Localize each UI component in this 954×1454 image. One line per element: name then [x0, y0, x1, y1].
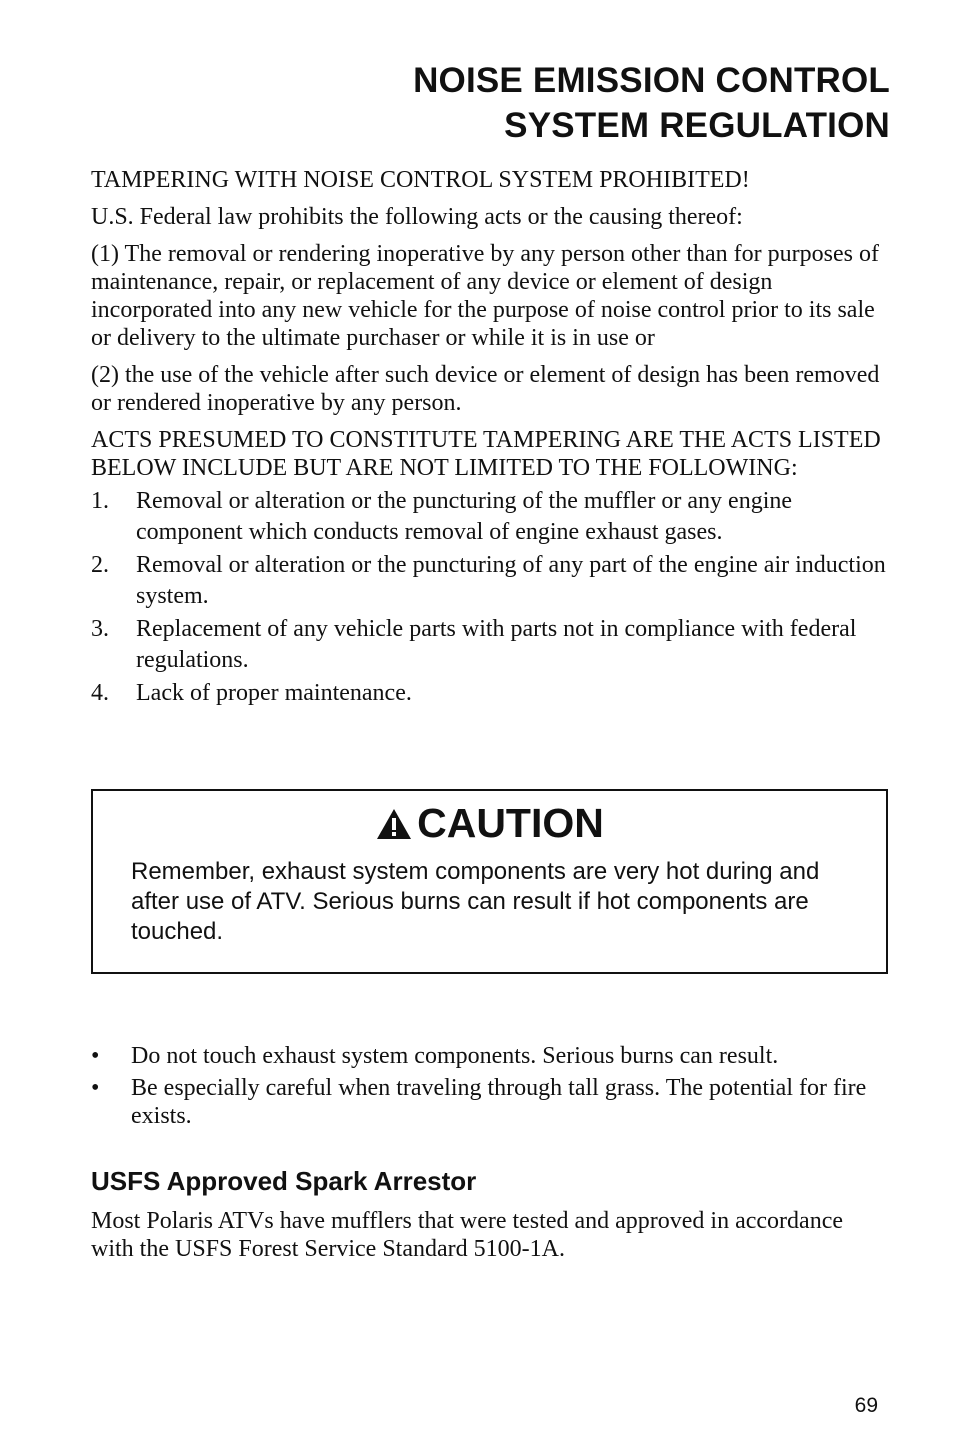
list-item: [91, 486, 891, 548]
caution-box: [91, 789, 888, 974]
list-item-text: Removal or alteration or the puncturing of the muffler or any engine component which conducts removal of engine exhaust gases.: [136, 488, 793, 545]
acts-presumed-heading: ACTS PRESUMED TO CONSTITUTE TAMPERING ARE THE ACTS LISTED BELOW INCLUDE BUT ARE NOT LIMITED TO THE FOLLOWING:: [91, 427, 881, 481]
spark-arrestor-text: Most Polaris ATVs have mufflers that were tested and approved in accordance with the USFS Forest Service Standard 5100-1A.: [91, 1208, 843, 1262]
warning-triangle-icon: [375, 807, 413, 841]
list-item-text: Replacement of any vehicle parts with parts not in compliance with federal regulations.: [136, 616, 857, 673]
list-item-number: 1.: [91, 488, 109, 514]
list-item: [91, 1074, 891, 1130]
tampering-prohibited-notice: TAMPERING WITH NOISE CONTROL SYSTEM PROHIBITED!: [91, 167, 750, 193]
safety-bullets: [91, 1042, 891, 1134]
list-item-number: 2.: [91, 552, 109, 578]
bullet-mark: •: [91, 1043, 100, 1069]
prohibited-act-1: (1) The removal or rendering inoperative by any person other than for purposes of maintenance, repair, or replacement of any device or element of design incorporated into any new vehicle for the purpose of noise control prior to its sale or delivery to the ultimate purchaser or while it is in use or: [91, 241, 879, 351]
list-item: [91, 550, 891, 612]
prohibited-act-2: (2) the use of the vehicle after such device or element of design has been removed or rendered inoperative by any person.: [91, 362, 880, 416]
page-number: 69: [854, 1394, 878, 1417]
federal-law-intro: U.S. Federal law prohibits the following acts or the causing thereof:: [91, 204, 743, 230]
list-item-number: 3.: [91, 616, 109, 642]
list-item-number: 4.: [91, 680, 109, 706]
list-item-text: Lack of proper maintenance.: [136, 680, 412, 706]
caution-text: Remember, exhaust system components are very hot during and after use of ATV. Serious burns can result if hot components are touched.: [131, 858, 820, 945]
main-content: [91, 166, 891, 711]
page-title-line-2: SYSTEM REGULATION: [504, 106, 890, 145]
tampering-acts-list: [91, 486, 891, 709]
list-item: [91, 678, 891, 709]
caution-title: CAUTION: [417, 800, 604, 846]
list-item: [91, 1042, 891, 1070]
list-item-text: Removal or alteration or the puncturing of any part of the engine air induction system.: [136, 552, 886, 609]
spark-arrestor-heading: USFS Approved Spark Arrestor: [91, 1166, 477, 1196]
page-title: [413, 58, 890, 148]
bullet-text: Be especially careful when traveling through tall grass. The potential for fire exists.: [131, 1075, 867, 1129]
caution-heading: [93, 799, 886, 847]
bullet-mark: •: [91, 1075, 100, 1101]
page-title-line-1: NOISE EMISSION CONTROL: [413, 61, 890, 100]
bullet-text: Do not touch exhaust system components. Serious burns can result.: [131, 1043, 779, 1069]
list-item: [91, 614, 891, 676]
